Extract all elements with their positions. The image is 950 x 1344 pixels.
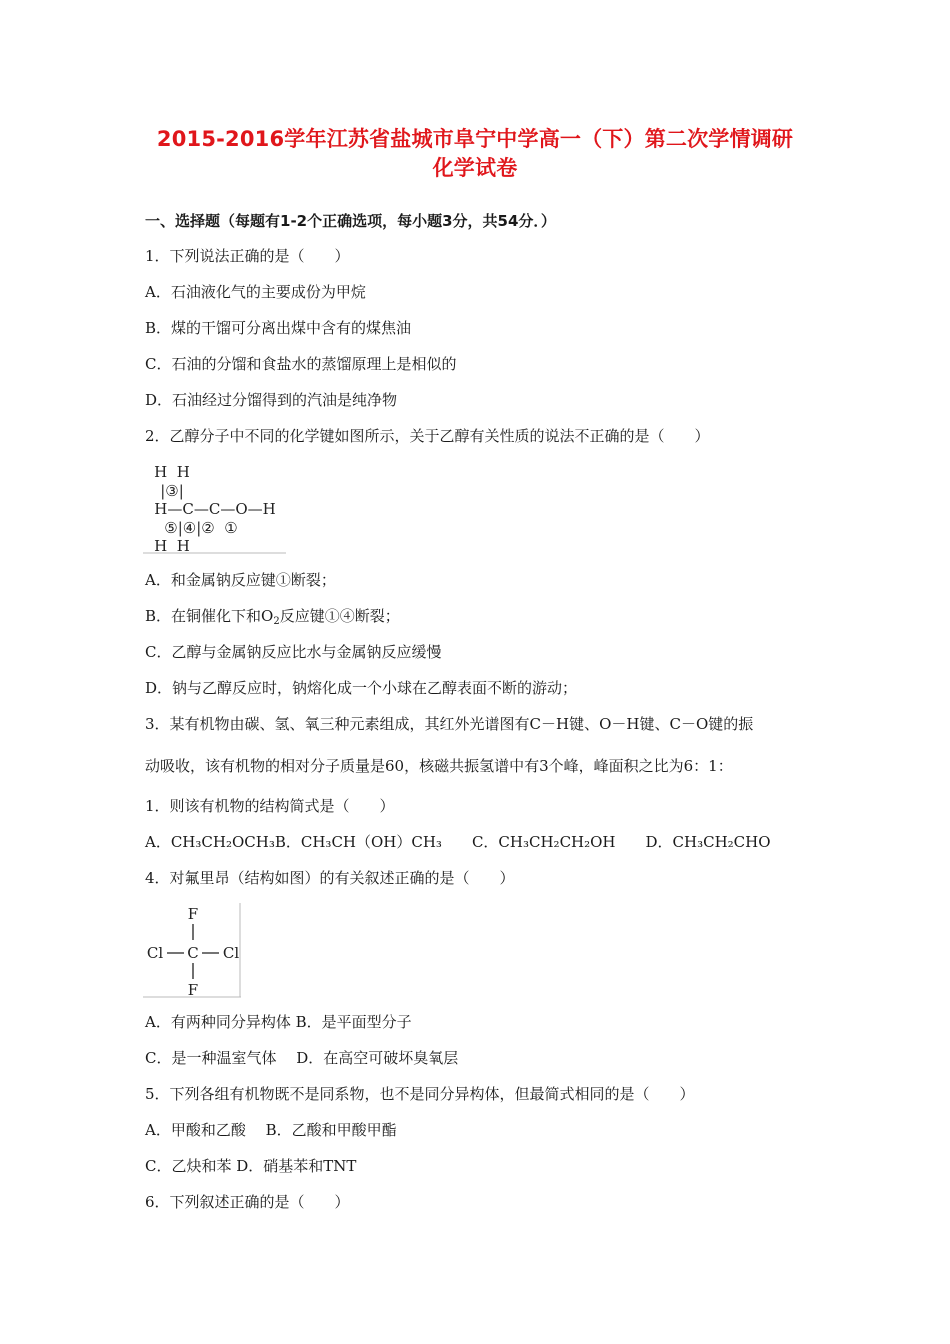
q4-options-cd: C．是一种温室气体 D．在高空可破坏臭氧层: [145, 1049, 459, 1067]
q2-option-b-text: B．在铜催化下和O: [145, 607, 274, 625]
q4-options-ab: A．有两种同分异构体 B．是平面型分子: [145, 1013, 412, 1031]
q1-option-c: C．石油的分馏和食盐水的蒸馏原理上是相似的: [145, 355, 457, 373]
figure-text: H H: [154, 463, 190, 481]
figure-text: H—C—C—O—H: [154, 500, 276, 518]
figure-text: H H: [154, 537, 190, 555]
q2-option-c: C．乙醇与金属钠反应比水与金属钠反应缓慢: [145, 643, 442, 661]
freon-structure-figure: [143, 903, 243, 999]
q2-stem: 2．乙醇分子中不同的化学键如图所示，关于乙醇有关性质的说法不正确的是（ ）: [145, 427, 710, 445]
exam-title-line1: 2015-2016学年江苏省盐城市阜宁中学高一（下）第二次学情调研: [156, 127, 794, 151]
q1-option-b: B．煤的干馏可分离出煤中含有的煤焦油: [145, 319, 412, 337]
q3-stem-line1: 3．某有机物由碳、氢、氧三种元素组成，其红外光谱图有C－H键、O－H键、C－O键的振: [145, 715, 754, 733]
q2-option-b-subscript: 2: [273, 616, 280, 627]
exam-title-line2: 化学试卷: [432, 156, 518, 180]
ethanol-structure-figure: [143, 461, 288, 555]
figure-text: |③|: [160, 482, 184, 500]
figure-text: F: [187, 981, 199, 999]
figure-text: C: [187, 944, 199, 962]
figure-text: F: [187, 905, 199, 923]
q6-stem: 6．下列叙述正确的是（ ）: [145, 1193, 350, 1211]
q3-options: A．CH₃CH₂OCH₃B．CH₃CH（OH）CH₃ C．CH₃CH₂CH₂OH D．CH₃CH₂CHO: [145, 833, 771, 851]
q2-option-a: A．和金属钠反应键①断裂；: [145, 571, 336, 589]
figure-text: ⑤|④|② ①: [164, 519, 238, 537]
section-heading: 一、选择题（每题有1-2个正确选项，每小题3分，共54分．）: [145, 212, 556, 230]
figure-text: Cl: [222, 944, 240, 962]
q5-options-ab: A．甲酸和乙酸 B．乙酸和甲酸甲酯: [145, 1121, 397, 1139]
q1-option-d: D．石油经过分馏得到的汽油是纯净物: [145, 391, 398, 409]
q3-stem-line2: 动吸收，该有机物的相对分子质量是60，核磁共振氢谱中有3个峰，峰面积之比为6：1：: [145, 757, 733, 775]
q3-stem-line3: 1．则该有机物的结构简式是（ ）: [145, 797, 395, 815]
q2-option-b: [145, 606, 400, 632]
q4-stem: 4．对氟里昂（结构如图）的有关叙述正确的是（ ）: [145, 869, 515, 887]
q5-stem: 5．下列各组有机物既不是同系物，也不是同分异构体，但最简式相同的是（ ）: [145, 1085, 695, 1103]
q5-options-cd: C．乙炔和苯 D．硝基苯和TNT: [145, 1157, 357, 1175]
q1-option-a: A．石油液化气的主要成份为甲烷: [145, 283, 366, 301]
q1-stem: 1．下列说法正确的是（ ）: [145, 247, 350, 265]
figure-text: Cl: [146, 944, 164, 962]
q2-option-b-rest: 反应键①④断裂；: [279, 607, 400, 625]
q2-option-d: D．钠与乙醇反应时，钠熔化成一个小球在乙醇表面不断的游动；: [145, 679, 578, 697]
